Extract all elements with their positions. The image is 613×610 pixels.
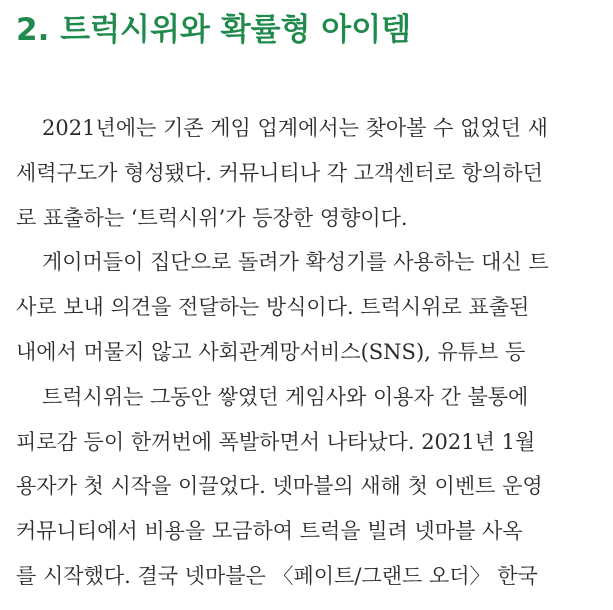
paragraph-line: 로 표출하는 ‘트럭시위’가 등장한 영향이다. bbox=[16, 205, 408, 230]
section-heading: 2. 트럭시위와 확률형 아이템 bbox=[16, 12, 412, 48]
paragraph-line: 를 시작했다. 결국 넷마블은 〈페이트/그랜드 오더〉 한국 bbox=[16, 563, 538, 588]
paragraph-line: 세력구도가 형성됐다. 커뮤니티나 각 고객센터로 항의하던 bbox=[16, 160, 543, 185]
paragraph-line: 트럭시위는 그동안 쌓였던 게임사와 이용자 간 불통에 bbox=[42, 384, 529, 409]
paragraph-line: 2021년에는 기존 게임 업계에서는 찾아볼 수 없었던 새 bbox=[42, 116, 548, 140]
paragraph-line: 사로 보내 의견을 전달하는 방식이다. 트럭시위로 표출된 bbox=[16, 295, 530, 320]
paragraph-line: 게이머들이 집단으로 돌려가 확성기를 사용하는 대신 트 bbox=[42, 250, 549, 275]
paragraph-line: 용자가 첫 시작을 이끌었다. 넷마블의 새해 첫 이벤트 운영 bbox=[16, 474, 543, 499]
paragraph-line: 커뮤니티에서 비용을 모금하여 트럭을 빌려 넷마블 사옥 bbox=[16, 519, 523, 544]
paragraph-line: 내에서 머물지 않고 사회관계망서비스(SNS), 유튜브 등 bbox=[16, 339, 526, 364]
paragraph-line: 피로감 등이 한꺼번에 폭발하면서 나타났다. 2021년 1월 bbox=[16, 429, 536, 454]
body-text bbox=[16, 106, 613, 599]
